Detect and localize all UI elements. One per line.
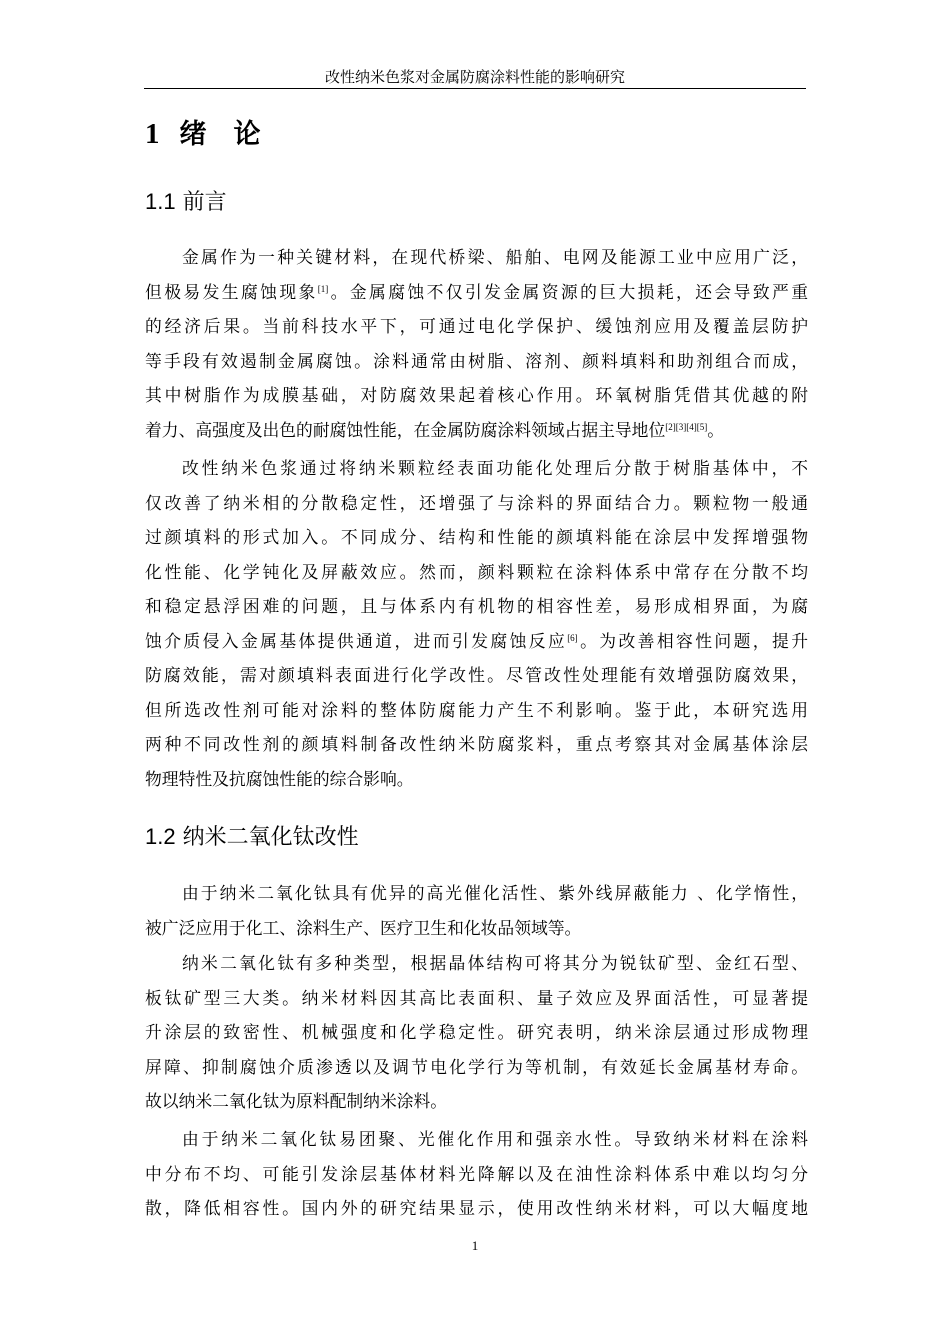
chapter-title [145,112,261,157]
text-line: 金属作为一种关键材料，在现代桥梁、船舶、电网及能源工业中应用广泛， [182,247,808,267]
text-line: 故以纳米二氧化钛为原料配制纳米涂料。 [145,1091,448,1111]
section-title-text: 前言 [182,190,227,215]
text-line: 物理特性及抗腐蚀性能的综合影响。 [145,768,414,789]
citation-ref: [6] [567,632,578,643]
paragraph-modified-nano-paste [145,451,808,796]
header-rule [144,88,806,89]
text-line: 中分布不均、可能引发涂层基体材料光降解以及在油性涂料体系中难以均匀分 [145,1163,808,1184]
text-run: 但极易发生腐蚀现象 [145,281,318,302]
text-line: 屏障、抑制腐蚀介质渗透以及调节电化学行为等机制，有效延长金属基材寿命。 [145,1056,808,1077]
text-line: 过颜填料的形式加入。不同成分、结构和性能的颜填料能在涂层中发挥增强物 [145,527,808,547]
section-heading-nano-tio2 [145,821,359,854]
text-line: 两种不同改性剂的颜填料制备改性纳米防腐浆料，重点考察其对金属基体涂层 [145,734,808,754]
text-line: 板钛矿型三大类。纳米材料因其高比表面积、量子效应及界面活性，可显著提 [145,987,808,1008]
text-run: 。为改善相容性问题，提升 [577,630,808,651]
text-line [145,275,808,310]
text-line: 散，降低相容性。国内外的研究结果显示，使用改性纳米材料，可以大幅度地 [145,1198,808,1218]
text-line: 升涂层的致密性、机械强度和化学稳定性。研究表明，纳米涂层通过形成物理 [145,1022,808,1042]
chapter-title-text: 绪 论 [179,119,261,150]
citation-ref: [2][3][4][5] [665,421,708,432]
paragraph-tio2-types [145,946,808,1119]
section-number: 1.1 [145,189,176,214]
text-run: 。金属腐蚀不仅引发金属资源的巨大损耗，还会导致严重 [328,281,808,302]
text-line: 由于纳米二氧化钛具有优异的高光催化活性、紫外线屏蔽能力 、化学惰性， [182,883,808,903]
text-run: 蚀介质侵入金属基体提供通道，进而引发腐蚀反应 [145,630,568,651]
text-line: 由于纳米二氧化钛易团聚、光催化作用和强亲水性。导致纳米材料在涂料 [182,1129,808,1149]
text-line: 被广泛应用于化工、涂料生产、医疗卫生和化妆品领域等。 [145,917,582,938]
text-line: 防腐效能，需对颜填料表面进行化学改性。尽管改性处理能有效增强防腐效果， [145,665,808,685]
text-run: 。 [707,419,725,440]
text-line: 纳米二氧化钛有多种类型，根据晶体结构可将其分为锐钛矿型、金红石型、 [182,953,808,973]
section-title-text: 纳米二氧化钛改性 [182,825,359,850]
text-line [145,413,808,448]
text-line: 的经济后果。当前科技水平下，可通过电化学保护、缓蚀剂应用及覆盖层防护 [145,316,808,336]
text-line: 等手段有效遏制金属腐蚀。涂料通常由树脂、溶剂、颜料填料和助剂组合而成， [145,350,808,371]
text-line: 其中树脂作为成膜基础，对防腐效果起着核心作用。环氧树脂凭借其优越的附 [145,385,808,405]
section-heading-preface [145,186,227,219]
text-line: 改性纳米色浆通过将纳米颗粒经表面功能化处理后分散于树脂基体中，不 [182,458,808,478]
section-number: 1.2 [145,824,176,849]
paragraph-tio2-drawbacks [145,1122,808,1226]
text-run: 着力、高强度及出色的耐腐蚀性能，在金属防腐涂料领域占据主导地位 [145,419,666,440]
paragraph-metal-corrosion [145,240,808,447]
text-line: 仅改善了纳米相的分散稳定性，还增强了与涂料的界面结合力。颗粒物一般通 [145,492,808,513]
running-header: 改性纳米色浆对金属防腐涂料性能的影响研究 [324,68,625,86]
paragraph-tio2-properties [145,876,808,945]
text-line: 但所选改性剂可能对涂料的整体防腐能力产生不利影响。鉴于此，本研究选用 [145,699,808,720]
text-line: 化性能、化学钝化及屏蔽效应。然而，颜料颗粒在涂料体系中常存在分散不均 [145,561,808,582]
text-line: 和稳定悬浮困难的问题，且与体系内有机物的相容性差，易形成相界面，为腐 [145,596,808,616]
chapter-number: 1 [145,118,160,150]
page-number: 1 [471,1238,479,1253]
citation-ref: [1] [317,283,329,294]
text-line [145,624,808,659]
